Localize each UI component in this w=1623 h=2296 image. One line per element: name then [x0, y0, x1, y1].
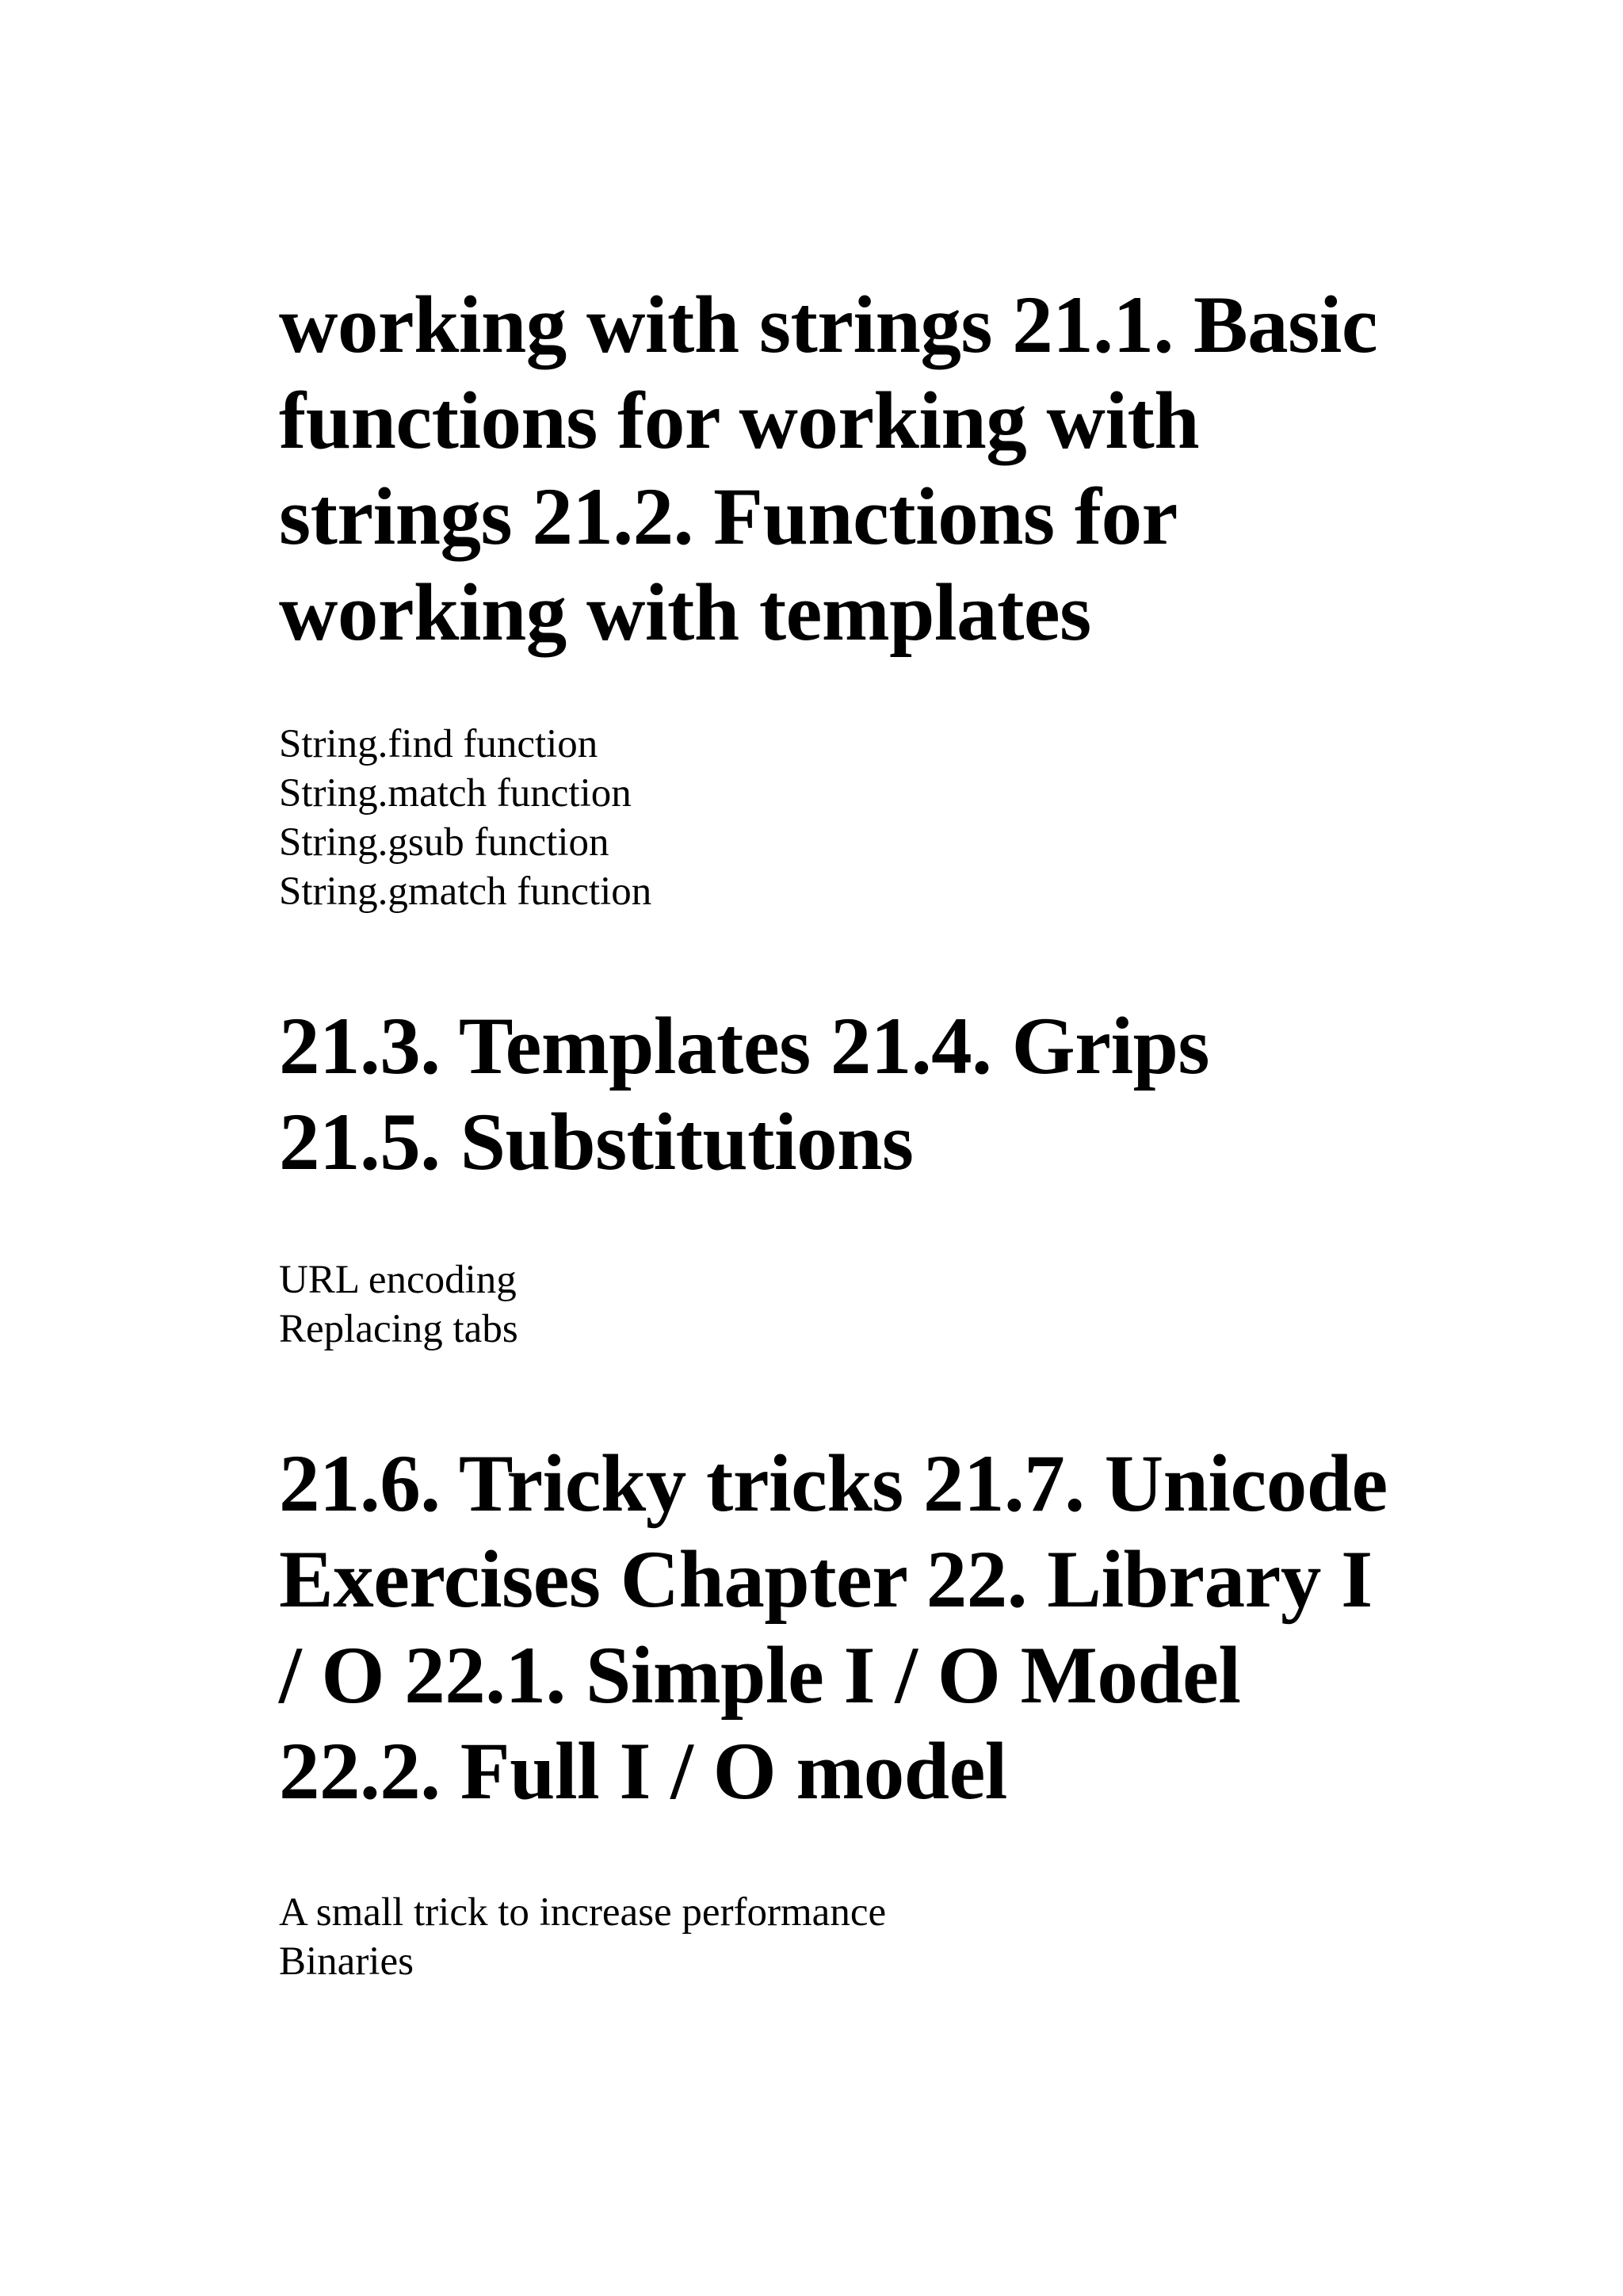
- section-heading-strings: working with strings 21.1. Basic functions for working with strings 21.2. Functions for working with templates: [279, 280, 1378, 658]
- list-item: Binaries: [279, 1939, 414, 1984]
- list-item: String.match function: [279, 771, 632, 816]
- section-list-io: [279, 1888, 1388, 1986]
- section-list-strings: [279, 720, 1388, 916]
- section-heading-io: 21.6. Tricky tricks 21.7. Unicode Exercises Chapter 22. Library I / O 22.1. Simple I / O Model 22.2. Full I / O model: [279, 1438, 1388, 1817]
- list-item: String.gmatch function: [279, 869, 652, 914]
- list-item: String.gsub function: [279, 820, 609, 865]
- list-item: URL encoding: [279, 1258, 517, 1302]
- list-item: String.find function: [279, 722, 598, 766]
- list-item: Replacing tabs: [279, 1307, 518, 1351]
- list-item: A small trick to increase performance: [279, 1890, 887, 1935]
- section-heading-templates: 21.3. Templates 21.4. Grips 21.5. Substitutions: [279, 1001, 1209, 1187]
- document-page: [279, 277, 1388, 1986]
- section-list-templates: [279, 1255, 1388, 1354]
